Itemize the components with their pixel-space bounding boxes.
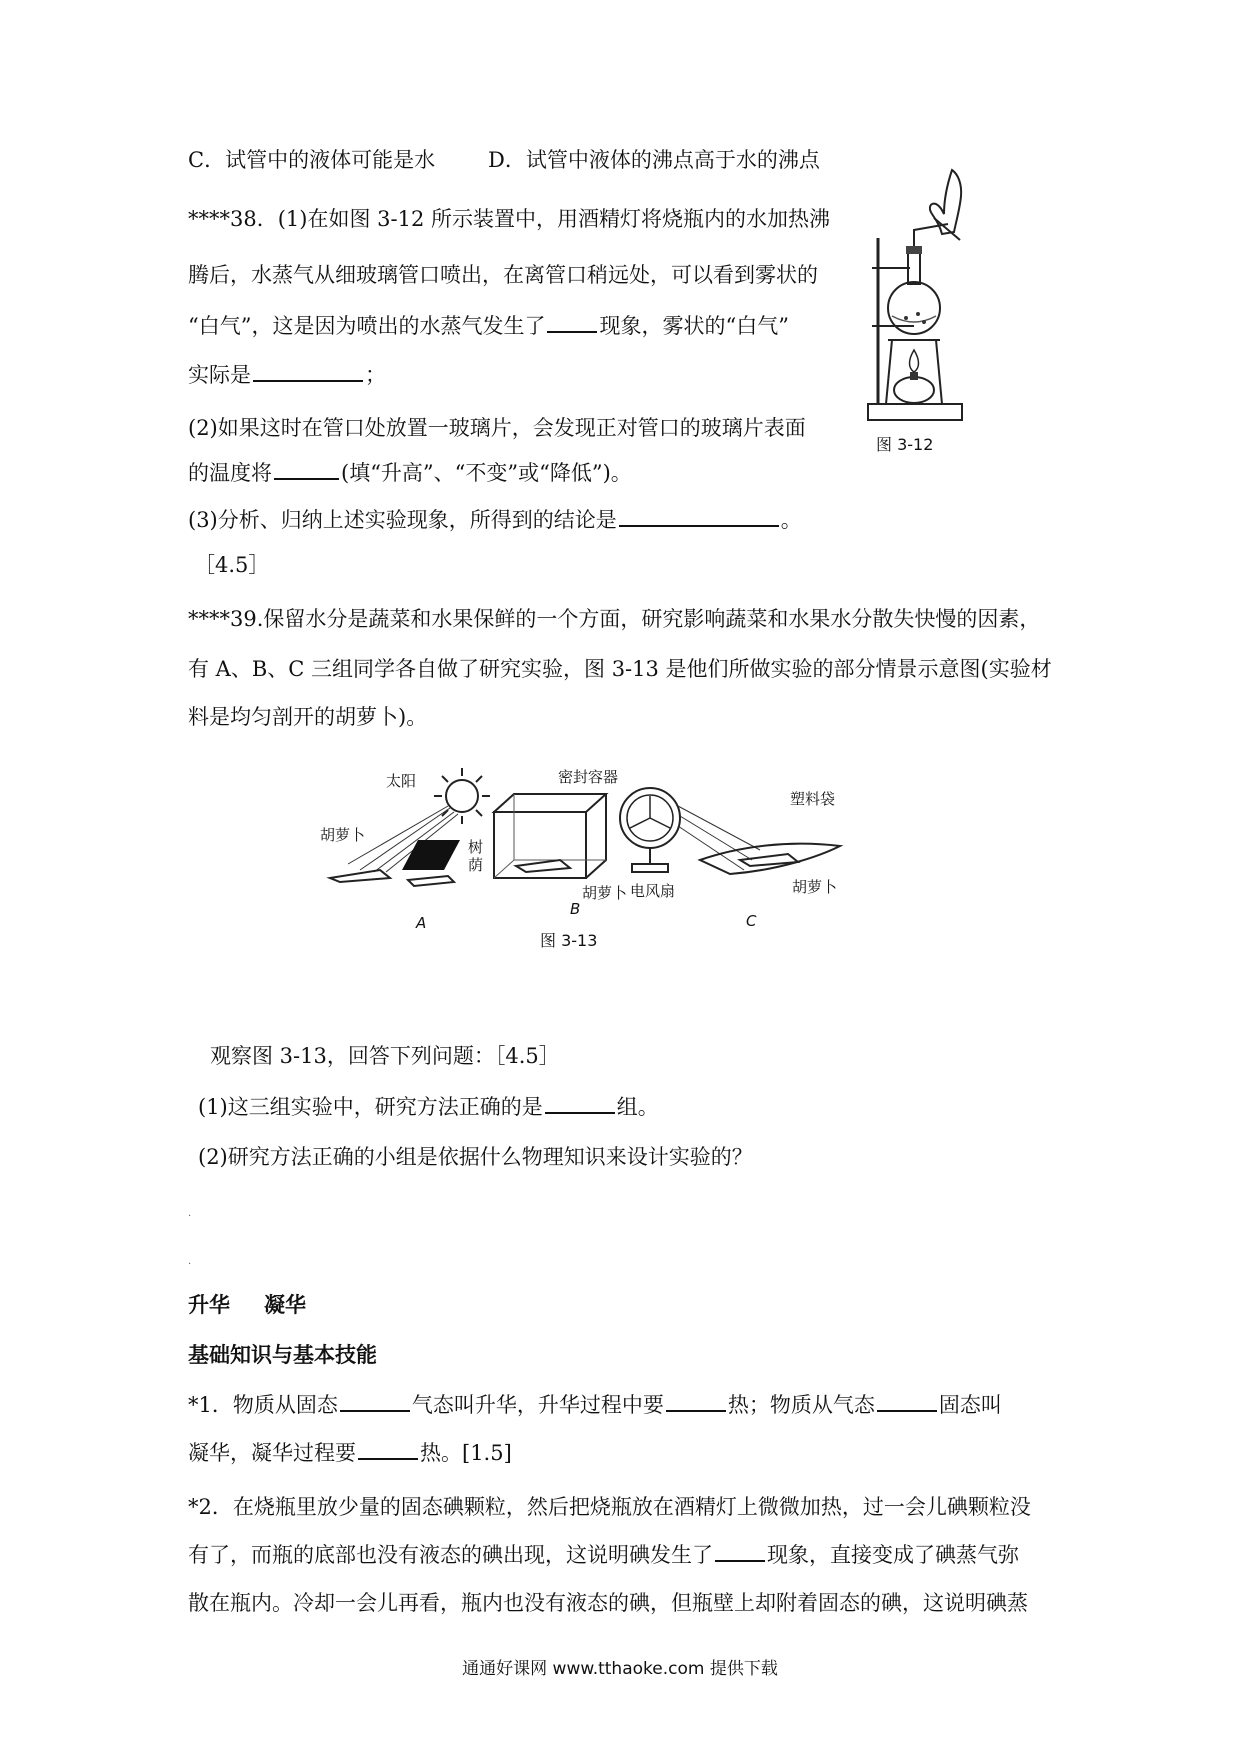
answer-blank[interactable] — [715, 1542, 765, 1562]
q38-line-7: (3)分析、归纳上述实验现象，所得到的结论是 。 — [188, 508, 802, 532]
q1-line-1: *1．物质从固态 气态叫升华，升华过程中要 热；物质从气态 固态叫 — [188, 1393, 1002, 1417]
q39-line-2: 有 A、B、C 三组同学各自做了研究实验，图 3-13 是他们所做实验的部分情景示意图(实验材 — [188, 657, 1052, 681]
label-sun: 太阳 — [386, 772, 417, 790]
answer-blank[interactable] — [666, 1392, 726, 1412]
label-shade: 树荫 — [468, 838, 484, 874]
q39-part-2: (2)研究方法正确的小组是依据什么物理知识来设计实验的？ — [198, 1145, 753, 1169]
q2-line-2: 有了，而瓶的底部也没有液态的碘出现，这说明碘发生了 现象，直接变成了碘蒸气弥 — [188, 1543, 1019, 1567]
stray-mark: . — [188, 1208, 192, 1219]
label-plastic-bag: 塑料袋 — [790, 790, 836, 808]
q38-line-3: “白气”，这是因为喷出的水蒸气发生了 现象，雾状的“白气” — [188, 314, 789, 338]
section-subtitle: 基础知识与基本技能 — [188, 1343, 377, 1367]
answer-blank[interactable] — [619, 507, 779, 527]
page-footer: 通通好课网 www.tthaoke.com 提供下载 — [462, 1659, 778, 1679]
figure-3-12-caption: 图 3-12 — [876, 435, 934, 454]
stray-mark: . — [188, 1256, 192, 1267]
answer-blank[interactable] — [545, 1094, 615, 1114]
q38-line-1: ****38．(1)在如图 3-12 所示装置中，用酒精灯将烧瓶内的水加热沸 — [188, 207, 830, 231]
answer-blank[interactable] — [274, 460, 339, 480]
answer-blank[interactable] — [358, 1440, 418, 1460]
label-fan: 电风扇 — [630, 882, 676, 900]
section-title: 升华 凝华 — [188, 1293, 306, 1317]
q39-line-1: ****39.保留水分是蔬菜和水果保鲜的一个方面，研究影响蔬菜和水果水分散失快慢的因素， — [188, 607, 1041, 631]
q38-line-2: 腾后，水蒸气从细玻璃管口喷出，在离管口稍远处，可以看到雾状的 — [188, 263, 818, 287]
boiling-flask-figure — [862, 168, 982, 430]
q38-line-6: 的温度将 (填“升高”、“不变”或“降低”)。 — [188, 461, 632, 485]
label-panel-a: A — [416, 914, 427, 932]
q39-part-1: (1)这三组实验中，研究方法正确的是 组。 — [198, 1095, 659, 1119]
label-carrot-a: 胡萝卜 — [320, 826, 366, 844]
answer-blank[interactable] — [253, 362, 363, 382]
figure-3-13-caption: 图 3-13 — [540, 931, 598, 950]
answer-blank[interactable] — [877, 1392, 937, 1412]
answer-blank[interactable] — [340, 1392, 410, 1412]
q2-line-1: *2．在烧瓶里放少量的固态碘颗粒，然后把烧瓶放在酒精灯上微微加热，过一会儿碘颗粒没 — [188, 1495, 1031, 1519]
q39-observe: 观察图 3-13，回答下列问题：［4.5］ — [210, 1044, 560, 1068]
q37-option-c: C．试管中的液体可能是水 — [188, 148, 436, 172]
label-sealed-container: 密封容器 — [558, 768, 619, 786]
label-panel-c: C — [746, 912, 757, 930]
q37-option-d: D．试管中液体的沸点高于水的沸点 — [488, 148, 820, 172]
answer-blank[interactable] — [547, 313, 597, 333]
q38-line-4: 实际是 ； — [188, 363, 386, 387]
label-carrot-c: 胡萝卜 — [792, 878, 838, 896]
q2-line-3: 散在瓶内。冷却一会儿再看，瓶内也没有液态的碘，但瓶壁上却附着固态的碘，这说明碘蒸 — [188, 1591, 1028, 1615]
label-carrot-b: 胡萝卜 — [582, 884, 628, 902]
q38-line-5: (2)如果这时在管口处放置一玻璃片，会发现正对管口的玻璃片表面 — [188, 416, 806, 440]
q1-line-2: 凝华，凝华过程要 热。[1.5] — [188, 1441, 512, 1465]
q38-score: ［4.5］ — [194, 553, 270, 577]
q39-line-3: 料是均匀剖开的胡萝卜)。 — [188, 705, 428, 729]
label-panel-b: B — [570, 900, 581, 918]
